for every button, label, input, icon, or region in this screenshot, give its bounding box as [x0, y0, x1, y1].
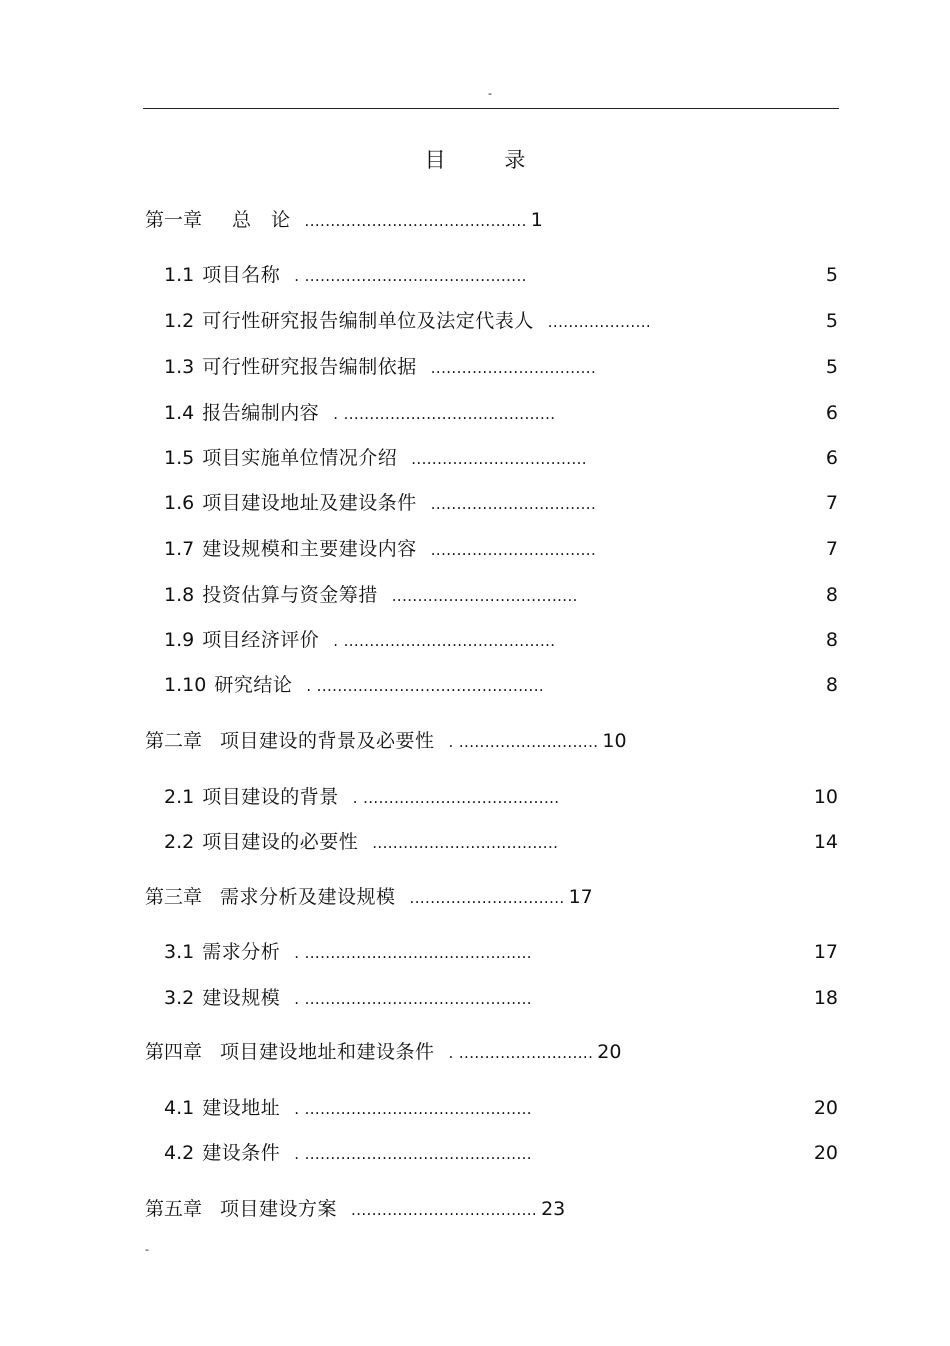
toc-section-entry[interactable]	[164, 1139, 532, 1167]
leader-dots: ................................	[430, 495, 597, 513]
header-mark: -	[488, 87, 492, 100]
toc-section-entry[interactable]	[164, 938, 532, 966]
toc-section-entry[interactable]	[164, 984, 532, 1012]
entry-title: 需求分析	[202, 941, 281, 963]
entry-title: 项目实施单位情况介绍	[202, 447, 398, 469]
entry-number: 1.8	[164, 584, 195, 606]
entry-page-number: 20	[813, 1097, 838, 1119]
entry-page-number: 17	[568, 886, 593, 908]
leader-dots: ................................	[430, 541, 597, 559]
entry-number: 第四章	[145, 1041, 203, 1063]
leader-dots: . ............................................	[294, 1145, 532, 1163]
toc-section-entry[interactable]	[164, 261, 527, 289]
entry-number: 2.2	[164, 831, 195, 853]
entry-title: 报告编制内容	[202, 402, 320, 424]
entry-number: 1.10	[164, 674, 207, 696]
toc-chapter-entry[interactable]	[145, 1195, 565, 1223]
toc-section-entry[interactable]	[164, 581, 578, 609]
leader-dots: . ..........................	[448, 1044, 594, 1062]
entry-number: 4.1	[164, 1097, 195, 1119]
entry-page-number: 10	[813, 786, 838, 808]
toc-section-entry[interactable]	[164, 399, 555, 427]
toc-section-entry[interactable]	[164, 828, 558, 856]
entry-number: 3.2	[164, 987, 195, 1009]
entry-number: 2.1	[164, 786, 195, 808]
entry-title: 项目建设方案	[220, 1198, 338, 1220]
entry-page-number: 6	[825, 447, 838, 469]
entry-page-number: 6	[825, 402, 838, 424]
leader-dots: . ............................................	[294, 944, 532, 962]
toc-section-entry[interactable]	[164, 535, 596, 563]
leader-dots: . ............................................	[294, 1100, 532, 1118]
entry-page-number: 7	[825, 492, 838, 514]
entry-number: 第三章	[145, 886, 203, 908]
leader-dots: ....................................	[351, 1201, 538, 1219]
footer-mark: -	[145, 1243, 149, 1256]
toc-section-entry[interactable]	[164, 783, 559, 811]
leader-dots: ..............................	[409, 889, 565, 907]
entry-page-number: 10	[602, 730, 627, 752]
entry-page-number: 5	[825, 310, 838, 332]
entry-title: 投资估算与资金筹措	[202, 584, 378, 606]
entry-number: 1.1	[164, 264, 195, 286]
toc-section-entry[interactable]	[164, 444, 587, 472]
entry-number: 第一章	[145, 209, 203, 231]
toc-chapter-entry[interactable]	[145, 883, 593, 911]
leader-dots: . .........................................	[333, 632, 556, 650]
entry-title: 项目经济评价	[202, 629, 320, 651]
toc-section-entry[interactable]	[164, 353, 596, 381]
entry-title: 项目名称	[202, 264, 281, 286]
leader-dots: . ......................................	[352, 789, 560, 807]
toc-section-entry[interactable]	[164, 626, 555, 654]
leader-dots: ....................	[547, 313, 652, 331]
entry-page-number: 8	[825, 629, 838, 651]
leader-dots: ..................................	[411, 450, 587, 468]
entry-page-number: 23	[541, 1198, 566, 1220]
entry-title: 总 论	[232, 209, 291, 231]
toc-title: 目 录	[424, 148, 552, 172]
entry-title: 项目建设地址及建设条件	[202, 492, 417, 514]
entry-page-number: 5	[825, 356, 838, 378]
entry-number: 1.6	[164, 492, 195, 514]
leader-dots: . ............................................	[306, 677, 545, 695]
toc-chapter-entry[interactable]	[145, 727, 627, 755]
entry-title: 建设规模和主要建设内容	[202, 538, 417, 560]
entry-page-number: 20	[813, 1142, 838, 1164]
toc-section-entry[interactable]	[164, 1094, 532, 1122]
entry-number: 第五章	[145, 1198, 203, 1220]
toc-section-entry[interactable]	[164, 671, 544, 699]
entry-number: 1.2	[164, 310, 195, 332]
toc-chapter-entry[interactable]	[145, 1038, 621, 1066]
entry-number: 4.2	[164, 1142, 195, 1164]
entry-page-number: 18	[813, 987, 838, 1009]
entry-title: 项目建设的背景	[202, 786, 339, 808]
entry-title: 需求分析及建设规模	[220, 886, 396, 908]
leader-dots: ....................................	[391, 587, 578, 605]
entry-page-number: 7	[825, 538, 838, 560]
leader-dots: ................................	[430, 359, 597, 377]
leader-dots: ....................................	[372, 834, 559, 852]
entry-title: 建设规模	[202, 987, 281, 1009]
entry-title: 可行性研究报告编制依据	[202, 356, 417, 378]
toc-section-entry[interactable]	[164, 489, 596, 517]
entry-page-number: 1	[530, 209, 543, 231]
leader-dots: . ............................................	[294, 990, 532, 1008]
header-rule	[143, 108, 839, 109]
entry-title: 项目建设的必要性	[202, 831, 359, 853]
entry-title: 项目建设地址和建设条件	[220, 1041, 435, 1063]
entry-page-number: 5	[825, 264, 838, 286]
entry-title: 可行性研究报告编制单位及法定代表人	[202, 310, 534, 332]
entry-number: 1.7	[164, 538, 195, 560]
entry-number: 1.4	[164, 402, 195, 424]
entry-page-number: 8	[825, 584, 838, 606]
leader-dots: . .........................................	[333, 405, 556, 423]
entry-number: 3.1	[164, 941, 195, 963]
entry-page-number: 17	[813, 941, 838, 963]
leader-dots: ...........................................	[304, 212, 527, 230]
entry-number: 1.9	[164, 629, 195, 651]
entry-title: 项目建设的背景及必要性	[220, 730, 435, 752]
entry-page-number: 8	[825, 674, 838, 696]
leader-dots: . ...........................	[448, 733, 599, 751]
entry-page-number: 20	[597, 1041, 622, 1063]
toc-section-entry[interactable]	[164, 307, 651, 335]
entry-number: 1.3	[164, 356, 195, 378]
entry-title: 建设条件	[202, 1142, 281, 1164]
entry-number: 1.5	[164, 447, 195, 469]
entry-number: 第二章	[145, 730, 203, 752]
entry-title: 建设地址	[202, 1097, 281, 1119]
leader-dots: . ...........................................	[294, 267, 527, 285]
toc-chapter-entry[interactable]	[145, 206, 543, 234]
entry-page-number: 14	[813, 831, 838, 853]
entry-title: 研究结论	[214, 674, 293, 696]
